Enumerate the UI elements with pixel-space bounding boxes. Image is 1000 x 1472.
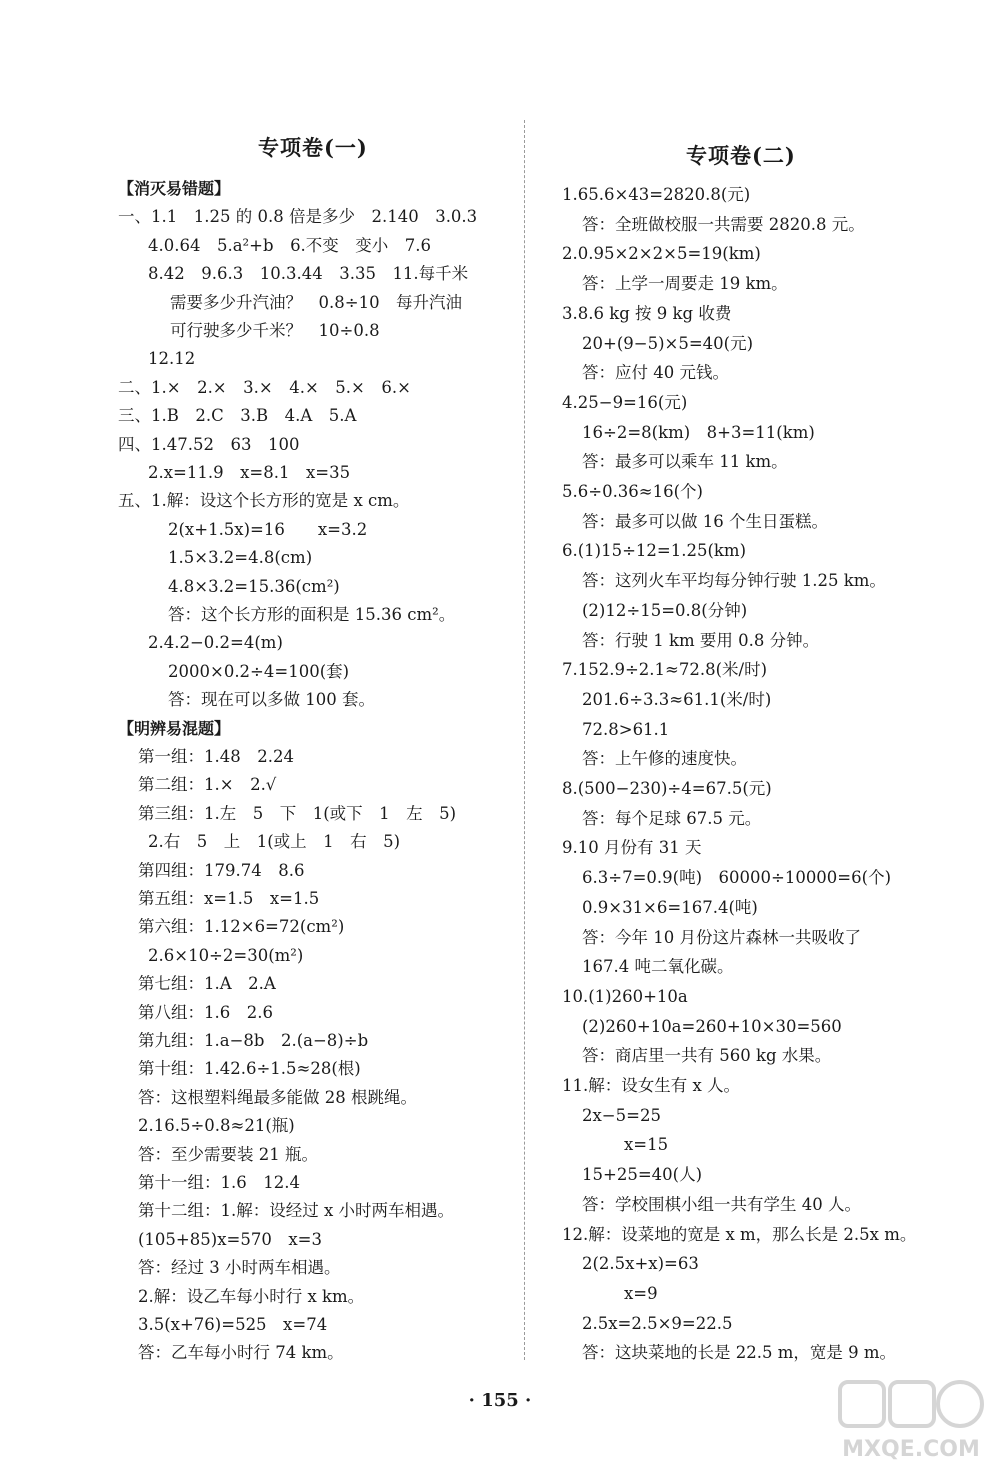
svg-text:MXQE.COM: MXQE.COM bbox=[842, 1437, 980, 1462]
right-line: 答：学校围棋小组一共有学生 40 人。 bbox=[582, 1194, 861, 1214]
left-line: 2.右 5 上 1(或上 1 右 5) bbox=[148, 832, 401, 852]
right-line: 201.6÷3.3≈61.1(米/时) bbox=[582, 689, 772, 709]
left-line: 第六组：1.12×6=72(cm²) bbox=[138, 917, 345, 937]
right-line: 5.6÷0.36≈16(个) bbox=[562, 482, 703, 501]
left-line: 第一组：1.48 2.24 bbox=[138, 747, 294, 766]
right-line: 答：上学一周要走 19 km。 bbox=[582, 274, 788, 294]
right-line: x=9 bbox=[624, 1283, 658, 1303]
left-line: 二、1.× 2.× 3.× 4.× 5.× 6.× bbox=[118, 377, 411, 397]
left-line: 三、1.B 2.C 3.B 4.A 5.A bbox=[118, 406, 357, 426]
left-line: 3.5(x+76)=525 x=74 bbox=[138, 1315, 328, 1334]
left-line: 第三组：1.左 5 下 1(或下 1 左 5) bbox=[138, 803, 457, 823]
right-line: 答：这块菜地的长是 22.5 m，宽是 9 m。 bbox=[582, 1343, 897, 1363]
right-line: 答：最多可以做 16 个生日蛋糕。 bbox=[582, 511, 828, 531]
left-line: 【消灭易错题】 bbox=[118, 179, 231, 198]
left-line: 可行驶多少千米？ 10÷0.8 bbox=[170, 321, 380, 340]
left-line: 答：这根塑料绳最多能做 28 根跳绳。 bbox=[138, 1087, 417, 1107]
right-line: 2.5x=2.5×9=22.5 bbox=[582, 1313, 733, 1333]
right-line: 9.10 月份有 31 天 bbox=[562, 838, 702, 858]
right-line: 答：全班做校服一共需要 2820.8 元。 bbox=[582, 214, 865, 234]
left-line: 五、1.解：设这个长方形的宽是 x cm。 bbox=[118, 491, 410, 511]
right-line: 167.4 吨二氧化碳。 bbox=[582, 957, 734, 977]
left-line: 2000×0.2÷4=100(套) bbox=[168, 661, 350, 681]
left-line: 2.x=11.9 x=8.1 x=35 bbox=[148, 463, 351, 482]
column-divider bbox=[524, 120, 525, 1360]
right-line: 15+25=40(人) bbox=[582, 1165, 703, 1185]
left-line: 第十组：1.42.6÷1.5≈28(根) bbox=[138, 1059, 361, 1079]
left-line: 8.42 9.6.3 10.3.44 3.35 11.每千米 bbox=[148, 264, 469, 284]
right-line: 答：每个足球 67.5 元。 bbox=[582, 808, 762, 828]
right-line: 12.解：设菜地的宽是 x m，那么长是 2.5x m。 bbox=[562, 1224, 917, 1244]
left-line: 答：经过 3 小时两车相遇。 bbox=[138, 1258, 341, 1278]
watermark-logo bbox=[836, 1378, 986, 1464]
right-line: 答：应付 40 元钱。 bbox=[582, 363, 729, 383]
left-line: 【明辨易混题】 bbox=[118, 718, 231, 738]
right-line: 答：今年 10 月份这片森林一共吸收了 bbox=[582, 927, 861, 947]
right-line: 2.0.95×2×2×5=19(km) bbox=[562, 244, 761, 264]
left-line: 四、1.47.52 63 100 bbox=[118, 434, 300, 454]
right-line: 7.152.9÷2.1≈72.8(米/时) bbox=[562, 660, 768, 680]
right-line: 2x−5=25 bbox=[582, 1105, 661, 1125]
left-line: 4.0.64 5.a²+b 6.不变 变小 7.6 bbox=[148, 235, 432, 255]
right-line: 6.(1)15÷12=1.25(km) bbox=[562, 541, 747, 561]
left-line: 第九组：1.a−8b 2.(a−8)÷b bbox=[138, 1031, 369, 1050]
left-line: 2(x+1.5x)=16 x=3.2 bbox=[168, 519, 368, 539]
left-line: 4.8×3.2=15.36(cm²) bbox=[168, 576, 340, 596]
left-line: 第二组：1.× 2.√ bbox=[138, 775, 277, 795]
left-line: 第八组：1.6 2.6 bbox=[138, 1002, 273, 1022]
right-line: 4.25−9=16(元) bbox=[562, 392, 688, 412]
right-line: 8.(500−230)÷4=67.5(元) bbox=[562, 779, 772, 798]
left-line: 第七组：1.A 2.A bbox=[138, 974, 276, 994]
right-line: 6.3÷7=0.9(吨) 60000÷10000=6(个) bbox=[582, 868, 892, 888]
left-line: 第五组：x=1.5 x=1.5 bbox=[138, 889, 320, 908]
left-line: 答：现在可以多做 100 套。 bbox=[168, 690, 375, 710]
left-line: 12.12 bbox=[148, 349, 196, 369]
left-line: 第十一组：1.6 12.4̇ bbox=[138, 1173, 300, 1192]
right-line: 16÷2=8(km) 8+3=11(km) bbox=[582, 422, 815, 442]
right-line: 答：这列火车平均每分钟行驶 1.25 km。 bbox=[582, 571, 886, 591]
right-line: (2)260+10a=260+10×30=560 bbox=[582, 1016, 842, 1036]
right-line: 20+(9−5)×5=40(元) bbox=[582, 333, 754, 353]
left-line: 一、1.1 1.25 的 0.8 倍是多少 2.140 3.0.3 bbox=[118, 207, 478, 227]
right-line: 11.解：设女生有 x 人。 bbox=[562, 1076, 741, 1095]
right-line: 72.8>61.1 bbox=[582, 719, 670, 739]
right-line: 3.8.6 kg 按 9 kg 收费 bbox=[562, 303, 732, 323]
left-title: 专项卷(一) bbox=[258, 135, 368, 160]
right-line: 答：最多可以乘车 11 km。 bbox=[582, 452, 788, 472]
page-number: · 155 · bbox=[468, 1390, 532, 1411]
left-line: 2.4.2−0.2=4(m) bbox=[148, 633, 283, 653]
left-line: 2.解：设乙车每小时行 x km。 bbox=[138, 1286, 365, 1306]
right-line: 10.(1)260+10a bbox=[562, 986, 688, 1006]
left-line: 2.16.5÷0.8≈21(瓶) bbox=[138, 1116, 295, 1136]
left-line: 答：这个长方形的面积是 15.36 cm²。 bbox=[168, 605, 456, 624]
left-line: 第十二组：1.解：设经过 x 小时两车相遇。 bbox=[138, 1201, 455, 1221]
left-line: 第四组：179.74 8.6 bbox=[138, 860, 305, 880]
left-line: 2.6×10÷2=30(m²) bbox=[148, 945, 304, 965]
right-line: 答：行驶 1 km 要用 0.8 分钟。 bbox=[582, 630, 820, 650]
left-line: 1.5×3.2=4.8(cm) bbox=[168, 548, 313, 568]
right-line: 2(2.5x+x)=63 bbox=[582, 1254, 699, 1274]
left-line: (105+85)x=570 x=3 bbox=[138, 1229, 322, 1249]
right-line: 1.65.6×43=2820.8(元) bbox=[562, 185, 751, 204]
left-line: 答：乙车每小时行 74 km。 bbox=[138, 1343, 344, 1363]
right-line: (2)12÷15=0.8(分钟) bbox=[582, 600, 748, 620]
right-line: x=15 bbox=[624, 1135, 669, 1155]
right-line: 0.9×31×6=167.4(吨) bbox=[582, 897, 758, 917]
right-line: 答：上午修的速度快。 bbox=[582, 749, 747, 769]
left-line: 答：至少需要装 21 瓶。 bbox=[138, 1144, 318, 1164]
left-line: 需要多少升汽油？ 0.8÷10 每升汽油 bbox=[170, 292, 463, 312]
right-title: 专项卷(二) bbox=[686, 143, 796, 168]
right-line: 答：商店里一共有 560 kg 水果。 bbox=[582, 1046, 832, 1066]
